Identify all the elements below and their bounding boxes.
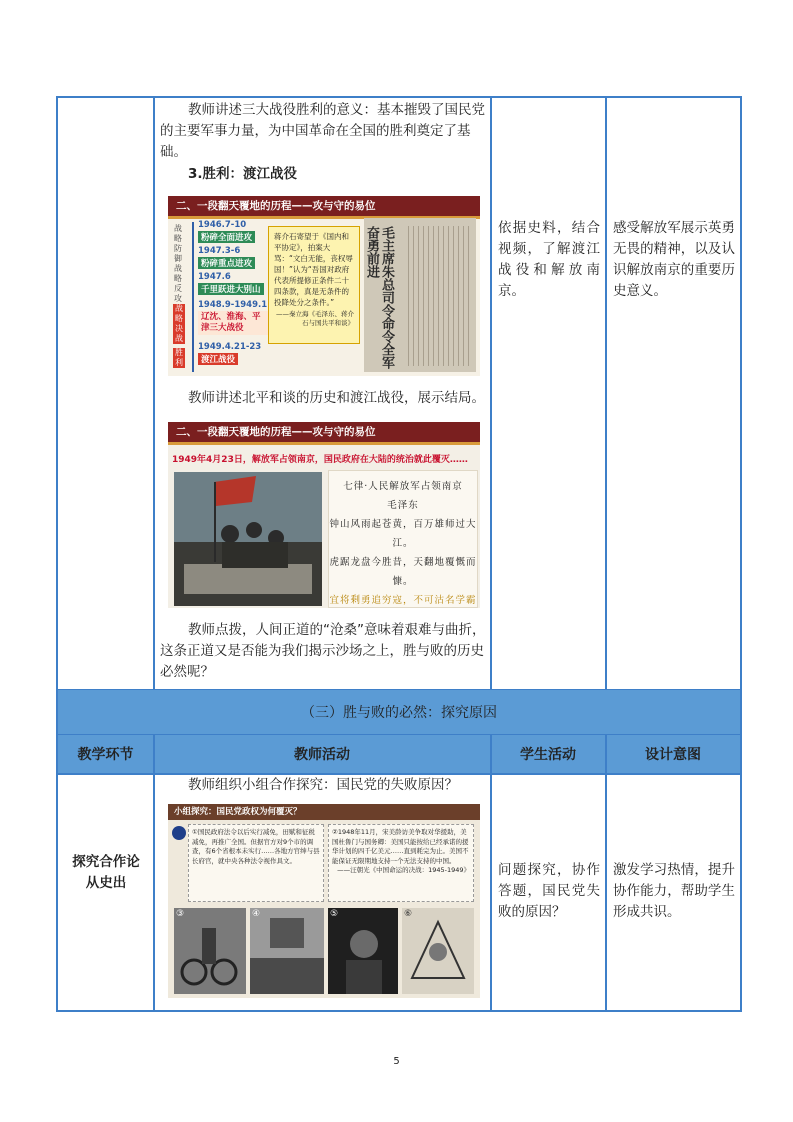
col-divider <box>153 735 155 1010</box>
poem-line: 虎踞龙盘今胜昔，天翻地覆慨而慷。 <box>329 557 477 587</box>
col-divider <box>605 98 607 690</box>
history-photo-portrait <box>328 908 398 994</box>
quote-text: 蒋介石寄望于《国内和平协定》，拍案大骂：“文白无能，丧权辱国！”认为“吾国对政府代表所提修正条件二十四条款，真是无条件的投降处分之条件。” <box>274 232 353 307</box>
header-teacher: 教师活动 <box>294 747 350 763</box>
timeline-date: 1947.6 <box>198 272 231 282</box>
slide-title: 小组探究：国民党政权为何覆灭？ <box>168 804 480 820</box>
design-intent-lower: 激发学习热情，提升协作能力，帮助学生形成共识。 <box>613 862 735 920</box>
timeline-event: 渡江战役 <box>198 353 238 365</box>
timeline-date: 1947.3-6 <box>198 246 241 256</box>
subheading-crossing: 3.胜利：渡江战役 <box>188 166 298 182</box>
party-emblem-icon <box>172 826 186 840</box>
col-divider <box>605 735 607 1010</box>
lesson-table <box>56 96 742 1012</box>
poem-title: 七律·人民解放军占领南京 <box>343 481 463 492</box>
side-label-defense: 战略防御 <box>174 224 182 263</box>
side-label-victory: 胜利 <box>175 348 183 367</box>
quote-source: ——秦立海《毛泽东、蒋介石与国共平和谈》 <box>276 310 354 327</box>
col-divider <box>490 735 492 1010</box>
source-text-2-citation: ——汪朝光《中国命运的决战：1945-1949》 <box>337 866 470 874</box>
history-photo-crowd <box>250 908 324 994</box>
soldiers-photo-art <box>174 472 322 606</box>
timeline-date: 1948.9-1949.1 <box>198 300 268 310</box>
poem-line: 宜将剩勇追穷寇，不可沽名学霸 <box>329 595 477 606</box>
timeline-event: 千里跃进大别山 <box>198 283 264 295</box>
quote-box <box>268 226 360 344</box>
design-intent-upper: 感受解放军展示英勇无畏的精神，以及认识解放南京的重要历史意义。 <box>613 220 735 299</box>
newspaper-image <box>364 218 476 372</box>
timeline-event: 辽沈、淮海、平津三大战役 <box>198 311 270 335</box>
side-label-offense: 战略反攻 <box>174 264 182 303</box>
header-stage: 教学环节 <box>77 747 134 763</box>
col-divider <box>153 98 155 690</box>
timeline-date: 1946.7-10 <box>198 220 247 230</box>
poem-box <box>328 470 478 608</box>
header-student: 学生活动 <box>520 747 576 763</box>
lower-activity: 教师组织小组合作探究：国民党的失败原因？ <box>188 777 458 793</box>
history-photo-bicycle <box>174 908 246 994</box>
slide-title: 二、一段翻天覆地的历程——攻与守的易位 <box>168 196 480 216</box>
history-photo-cartoon <box>402 908 474 994</box>
source-text-1: ①国民政府法令以后实行减免，田赋和征税减免，再推广全国。但据官方对9个市的调查，有6个省根本未实行……各地方官绅与县长府官，就中央各种法令视作具文。 <box>188 824 324 902</box>
soldiers-photo <box>174 472 322 606</box>
source-text-2: ②1948年11月，宋美龄访美争取对华援助，美国杜鲁门与国务卿：美国只能按给已经承诺的援华计划的四千亿美元……直到耗完为止。美国不能保证无限期地支持一个无法支持的中国。 <box>332 828 469 865</box>
bicycle-art <box>174 908 246 994</box>
photo-number: ④ <box>252 909 261 919</box>
poem-line: 钟山风雨起苍黄，百万雄师过大江。 <box>329 519 477 549</box>
source-text-2-box <box>328 824 474 902</box>
nanjing-slide <box>168 422 480 608</box>
stage-label: 探究合作论从史出 <box>72 854 140 891</box>
photo-number: ③ <box>176 909 185 919</box>
slide-title: 二、一段翻天覆地的历程——攻与守的易位 <box>168 422 480 442</box>
portrait-art <box>328 908 398 994</box>
timeline-event: 粉碎全面进攻 <box>198 231 255 243</box>
timeline-event: 粉碎重点进攻 <box>198 257 255 269</box>
timeline-slide <box>168 196 480 376</box>
timeline-axis <box>192 222 194 372</box>
crowd-art <box>250 908 324 994</box>
inquiry-slide <box>168 804 480 998</box>
activity-paragraph-3: 教师点拨，人间正道的“沧桑”意味着艰难与曲折，这条正道又是否能为我们揭示沙场之上，胜与败的历史必然呢？ <box>160 622 486 680</box>
photo-number: ⑤ <box>330 909 339 919</box>
cartoon-art <box>402 908 474 994</box>
side-label-decisive: 战略决战 <box>175 304 183 343</box>
page-number: 5 <box>393 1056 400 1067</box>
section-title: （三）胜与败的必然：探究原因 <box>58 690 740 734</box>
student-activity-upper: 依据史料，结合视频，了解渡江战役和解放南京。 <box>498 220 600 299</box>
col-divider <box>490 98 492 690</box>
slide-banner: 1949年4月23日，解放军占领南京，国民政府在大陆的统治就此覆灭…… <box>172 455 468 465</box>
photo-number: ⑥ <box>404 909 413 919</box>
newspaper-headline: 毛主席朱总司令命令全军奋勇前进 <box>364 226 394 369</box>
student-activity-lower: 问题探究，协作答题，国民党失败的原因？ <box>498 862 600 920</box>
timeline-date: 1949.4.21-23 <box>198 342 262 352</box>
activity-paragraph-1: 教师讲述三大战役胜利的意义：基本摧毁了国民党的主要军事力量，为中国革命在全国的胜利奠定了基础。 <box>160 102 485 160</box>
header-intent: 设计意图 <box>645 747 701 763</box>
newspaper-columns <box>408 226 470 366</box>
activity-paragraph-2: 教师讲述北平和谈的历史和渡江战役，展示结局。 <box>188 390 485 406</box>
poem-author: 毛泽东 <box>387 500 419 511</box>
